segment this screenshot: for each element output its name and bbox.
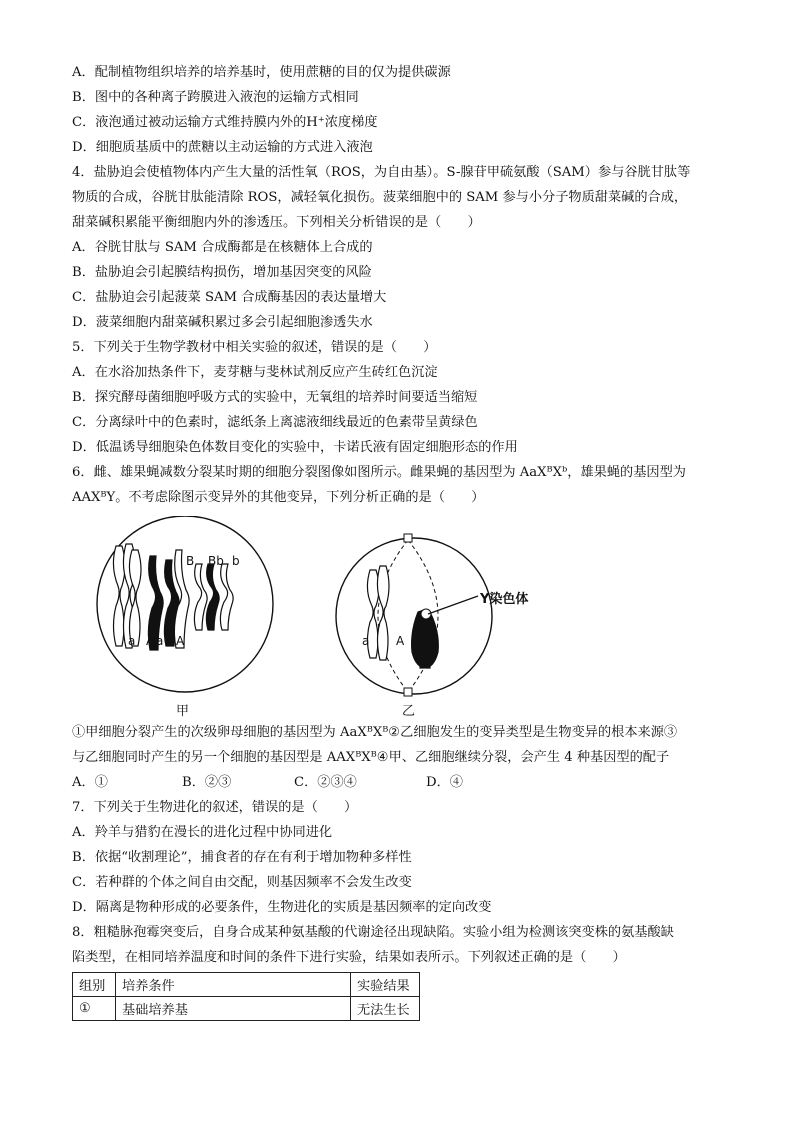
table-cell: ① [73, 997, 116, 1021]
q4-stem-line: 4．盐胁迫会使植物体内产生大量的活性氧（ROS，为自由基）。S-腺苷甲硫氨酸（SAM）参与谷胱甘肽等 [72, 165, 691, 180]
table-header-cell: 组别 [73, 973, 116, 997]
chromosome-small-right [194, 564, 233, 630]
q7-option-d: D．隔离是物种形成的必要条件，生物进化的实质是基因频率的定向改变 [72, 900, 492, 915]
q3-options [72, 60, 722, 160]
gene-label-Bb: Bb [208, 554, 224, 568]
question-5 [72, 335, 722, 460]
q4-option-a: A．谷胱甘肽与 SAM 合成酶都是在核糖体上合成的 [72, 240, 373, 255]
q5-option-d: D．低温诱导细胞染色体数目变化的实验中，卡诺氏液有固定细胞形态的作用 [72, 440, 518, 455]
cell-jia-label: 甲 [176, 704, 190, 719]
q7-stem: 7．下列关于生物进化的叙述，错误的是（ ） [72, 800, 358, 815]
q6-option-d: D．④ [426, 775, 463, 790]
cell-yi-label: 乙 [402, 704, 416, 719]
q3-option-b: B．图中的各种离子跨膜进入液泡的运输方式相同 [72, 90, 359, 105]
gene-label-a2: a [156, 634, 164, 648]
question-6 [72, 460, 722, 795]
q5-stem: 5．下列关于生物学教材中相关实验的叙述，错误的是（ ） [72, 340, 437, 355]
gene-label-A-right: A [176, 634, 185, 648]
gene-label-A: A [146, 634, 155, 648]
q6-stem-line: AAXᴮY。不考虑除图示变异外的其他变异，下列分析正确的是（ ） [72, 490, 485, 505]
q3-option-d: D．细胞质基质中的蔗糖以主动运输的方式进入液泡 [72, 140, 373, 155]
experiment-table [72, 972, 420, 1021]
q6-stem-line: 6．雌、雄果蝇减数分裂某时期的细胞分裂图像如图所示。雌果蝇的基因型为 AaXᴮXᵇ，雄果蝇的基因型为 [72, 465, 686, 480]
gene-label-yi-a: a [362, 634, 370, 648]
q6-option-a: A．① [72, 775, 108, 790]
centrosome-top [404, 534, 412, 542]
q4-stem-line: 物质的合成，谷胱甘肽能清除 ROS，减轻氧化损伤。菠菜细胞中的 SAM 参与小分子物质甜菜碱的合成， [72, 190, 688, 205]
gene-label-B: B [186, 554, 195, 568]
centrosome-bottom [404, 688, 412, 696]
exam-page [72, 60, 722, 1021]
q3-option-c: C．液泡通过被动运输方式维持膜内外的H⁺浓度梯度 [72, 115, 378, 130]
q5-option-c: C．分离绿叶中的色素时，滤纸条上离滤液细线最近的色素带呈黄绿色 [72, 415, 478, 430]
gene-label-b: b [232, 554, 240, 568]
q7-option-a: A．羚羊与猎豹在漫长的进化过程中协同进化 [72, 825, 333, 840]
table-header-cell: 培养条件 [116, 973, 351, 997]
q6-statements-line: 与乙细胞同时产生的另一个细胞的基因型是 AAXᴮXᴮ④甲、乙细胞继续分裂，会产生 4 种基因型的配子 [72, 750, 670, 765]
q5-option-a: A．在水浴加热条件下，麦芽糖与斐林试剂反应产生砖红色沉淀 [72, 365, 438, 380]
cell-division-drawing [72, 516, 532, 718]
question-7 [72, 795, 722, 920]
q7-option-b: B．依据“收割理论”，捕食者的存在有利于增加物种多样性 [72, 850, 412, 865]
q5-option-b: B．探究酵母菌细胞呼吸方式的实验中，无氧组的培养时间要适当缩短 [72, 390, 478, 405]
table-cell: 无法生长 [351, 997, 420, 1021]
y-label-pointer [428, 596, 478, 614]
q6-option-b: B．②③ [182, 775, 232, 790]
cell-yi-membrane [336, 538, 492, 694]
gene-label-yi-A: A [396, 634, 405, 648]
q8-stem-line: 8．粗糙脉孢霉突变后，自身合成某种氨基酸的代谢途径出现缺陷。实验小组为检测该突变株的氨基酸缺 [72, 925, 674, 940]
question-4 [72, 160, 722, 335]
q7-option-c: C．若种群的个体之间自由交配，则基因频率不会发生改变 [72, 875, 412, 890]
q4-option-c: C．盐胁迫会引起菠菜 SAM 合成酶基因的表达量增大 [72, 290, 387, 305]
table-row [73, 997, 420, 1021]
q3-option-a: A．配制植物组织培养的培养基时，使用蔗糖的目的仅为提供碳源 [72, 65, 451, 80]
q6-option-c: C．②③④ [294, 775, 357, 790]
table-cell: 基础培养基 [116, 997, 351, 1021]
q8-stem-line: 陷类型，在相同培养温度和时间的条件下进行实验，结果如表所示。下列叙述正确的是（ ） [72, 950, 626, 965]
chromosome-white-left [113, 544, 141, 648]
table-header-row [73, 973, 420, 997]
q4-stem-line: 甜菜碱积累能平衡细胞内外的渗透压。下列相关分析错误的是（ ） [72, 215, 481, 230]
q4-option-b: B．盐胁迫会引起膜结构损伤，增加基因突变的风险 [72, 265, 372, 280]
y-chromosome-label: Y染色体 [480, 592, 529, 607]
table-header-cell: 实验结果 [351, 973, 420, 997]
q4-option-d: D．菠菜细胞内甜菜碱积累过多会引起细胞渗透失水 [72, 315, 373, 330]
q6-statements-line: ①甲细胞分裂产生的次级卵母细胞的基因型为 AaXᴮXᴮ②乙细胞发生的变异类型是生物变异的根本来源③ [72, 725, 678, 740]
question-8 [72, 920, 722, 1021]
gene-label-a: a [128, 634, 136, 648]
q6-options [72, 770, 722, 795]
cell-division-figure [72, 516, 722, 718]
